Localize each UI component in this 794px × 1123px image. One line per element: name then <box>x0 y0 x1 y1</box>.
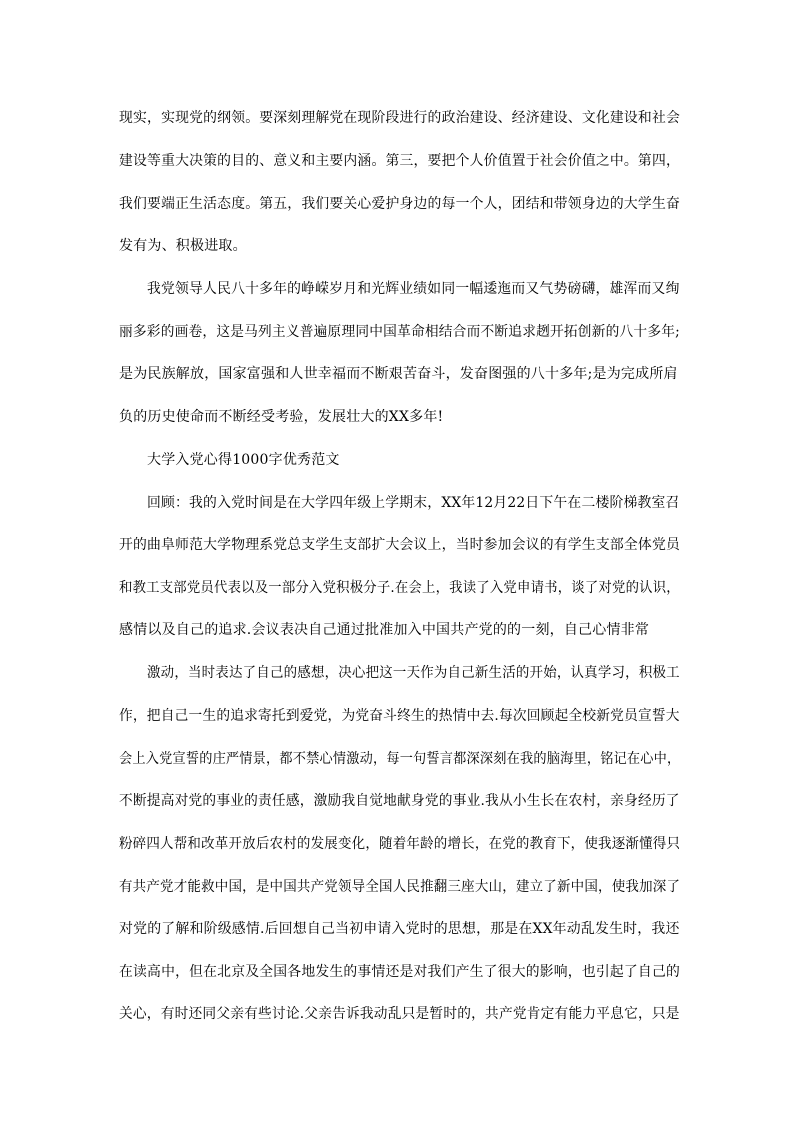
text-line: 在读高中，但在北京及全国各地发生的事情还是对我们产生了很大的影响，也引起了自己的 <box>119 964 681 980</box>
text-line: 负的历史使命而不断经受考验，发展壮大的XX多年! <box>119 409 444 425</box>
text-line: 回顾：我的入党时间是在大学四年级上学期末，XX年12月22日下午在二楼阶梯教室召 <box>147 495 680 511</box>
text-line: 对党的了解和阶级感情.后回想自己当初申请入党时的思想，那是在XX年动乱发生时，我还 <box>119 921 680 937</box>
text-line: 发有为、积极进取。 <box>119 238 247 254</box>
text-line: 粉碎四人帮和改革开放后农村的发展变化，随着年龄的增长，在党的教育下，使我逐渐懂得只 <box>119 836 681 852</box>
text-line: 作，把自己一生的追求寄托到爱党，为党奋斗终生的热情中去.每次回顾起全校新党员宣誓大 <box>119 708 680 724</box>
text-line: 激动，当时表达了自己的感想，决心把这一天作为自己新生活的开始，认真学习，积极工 <box>147 665 680 681</box>
text-line: 现实，实现党的纲领。要深刻理解党在现阶段进行的政治建设、经济建设、文化建设和社会 <box>119 110 681 126</box>
section-heading: 大学入党心得1000字优秀范文 <box>147 452 340 468</box>
text-line: 是为民族解放，国家富强和人世幸福而不断艰苦奋斗，发奋图强的八十多年;是为完成所肩 <box>119 366 678 382</box>
text-line: 丽多彩的画卷，这是马列主义普遍原理同中国革命相结合而不断追求趔开拓创新的八十多年; <box>119 324 680 340</box>
text-line: 关心，有时还同父亲有些讨论.父亲告诉我动乱只是暂时的，共产党肯定有能力平息它，只是 <box>119 1006 680 1022</box>
text-line: 我党领导人民八十多年的峥嵘岁月和光辉业绩如同一幅逶迤而又气势磅礴，雄浑而又绚 <box>147 281 680 297</box>
text-line: 不断提高对党的事业的责任感，激励我自觉地献身党的事业.我从小生长在农村，亲身经历了 <box>119 793 680 809</box>
text-line: 开的曲阜师范大学物理系党总支学生支部扩大会议上，当时参加会议的有学生支部全体党员 <box>119 537 681 553</box>
text-line: 我们要端正生活态度。第五，我们要关心爱护身边的每一个人，团结和带领身边的大学生奋 <box>119 196 681 212</box>
text-line: 有共产党才能救中国，是中国共产党领导全国人民推翻三座大山，建立了新中国，使我加深了 <box>119 879 681 895</box>
text-line: 和教工支部党员代表以及一部分入党积极分子.在会上，我读了入党申请书，谈了对党的认识， <box>119 580 680 596</box>
text-line: 会上入党宣誓的庄严情景，都不禁心情激动，每一句誓言都深深刻在我的脑海里，铭记在心中， <box>119 751 681 767</box>
text-line: 建设等重大决策的目的、意义和主要内涵。第三，要把个人价值置于社会价值之中。第四， <box>119 153 681 169</box>
text-line: 感情以及自己的追求.会议表决自己通过批准加入中国共产党的的一刻，自己心情非常 <box>119 622 650 638</box>
